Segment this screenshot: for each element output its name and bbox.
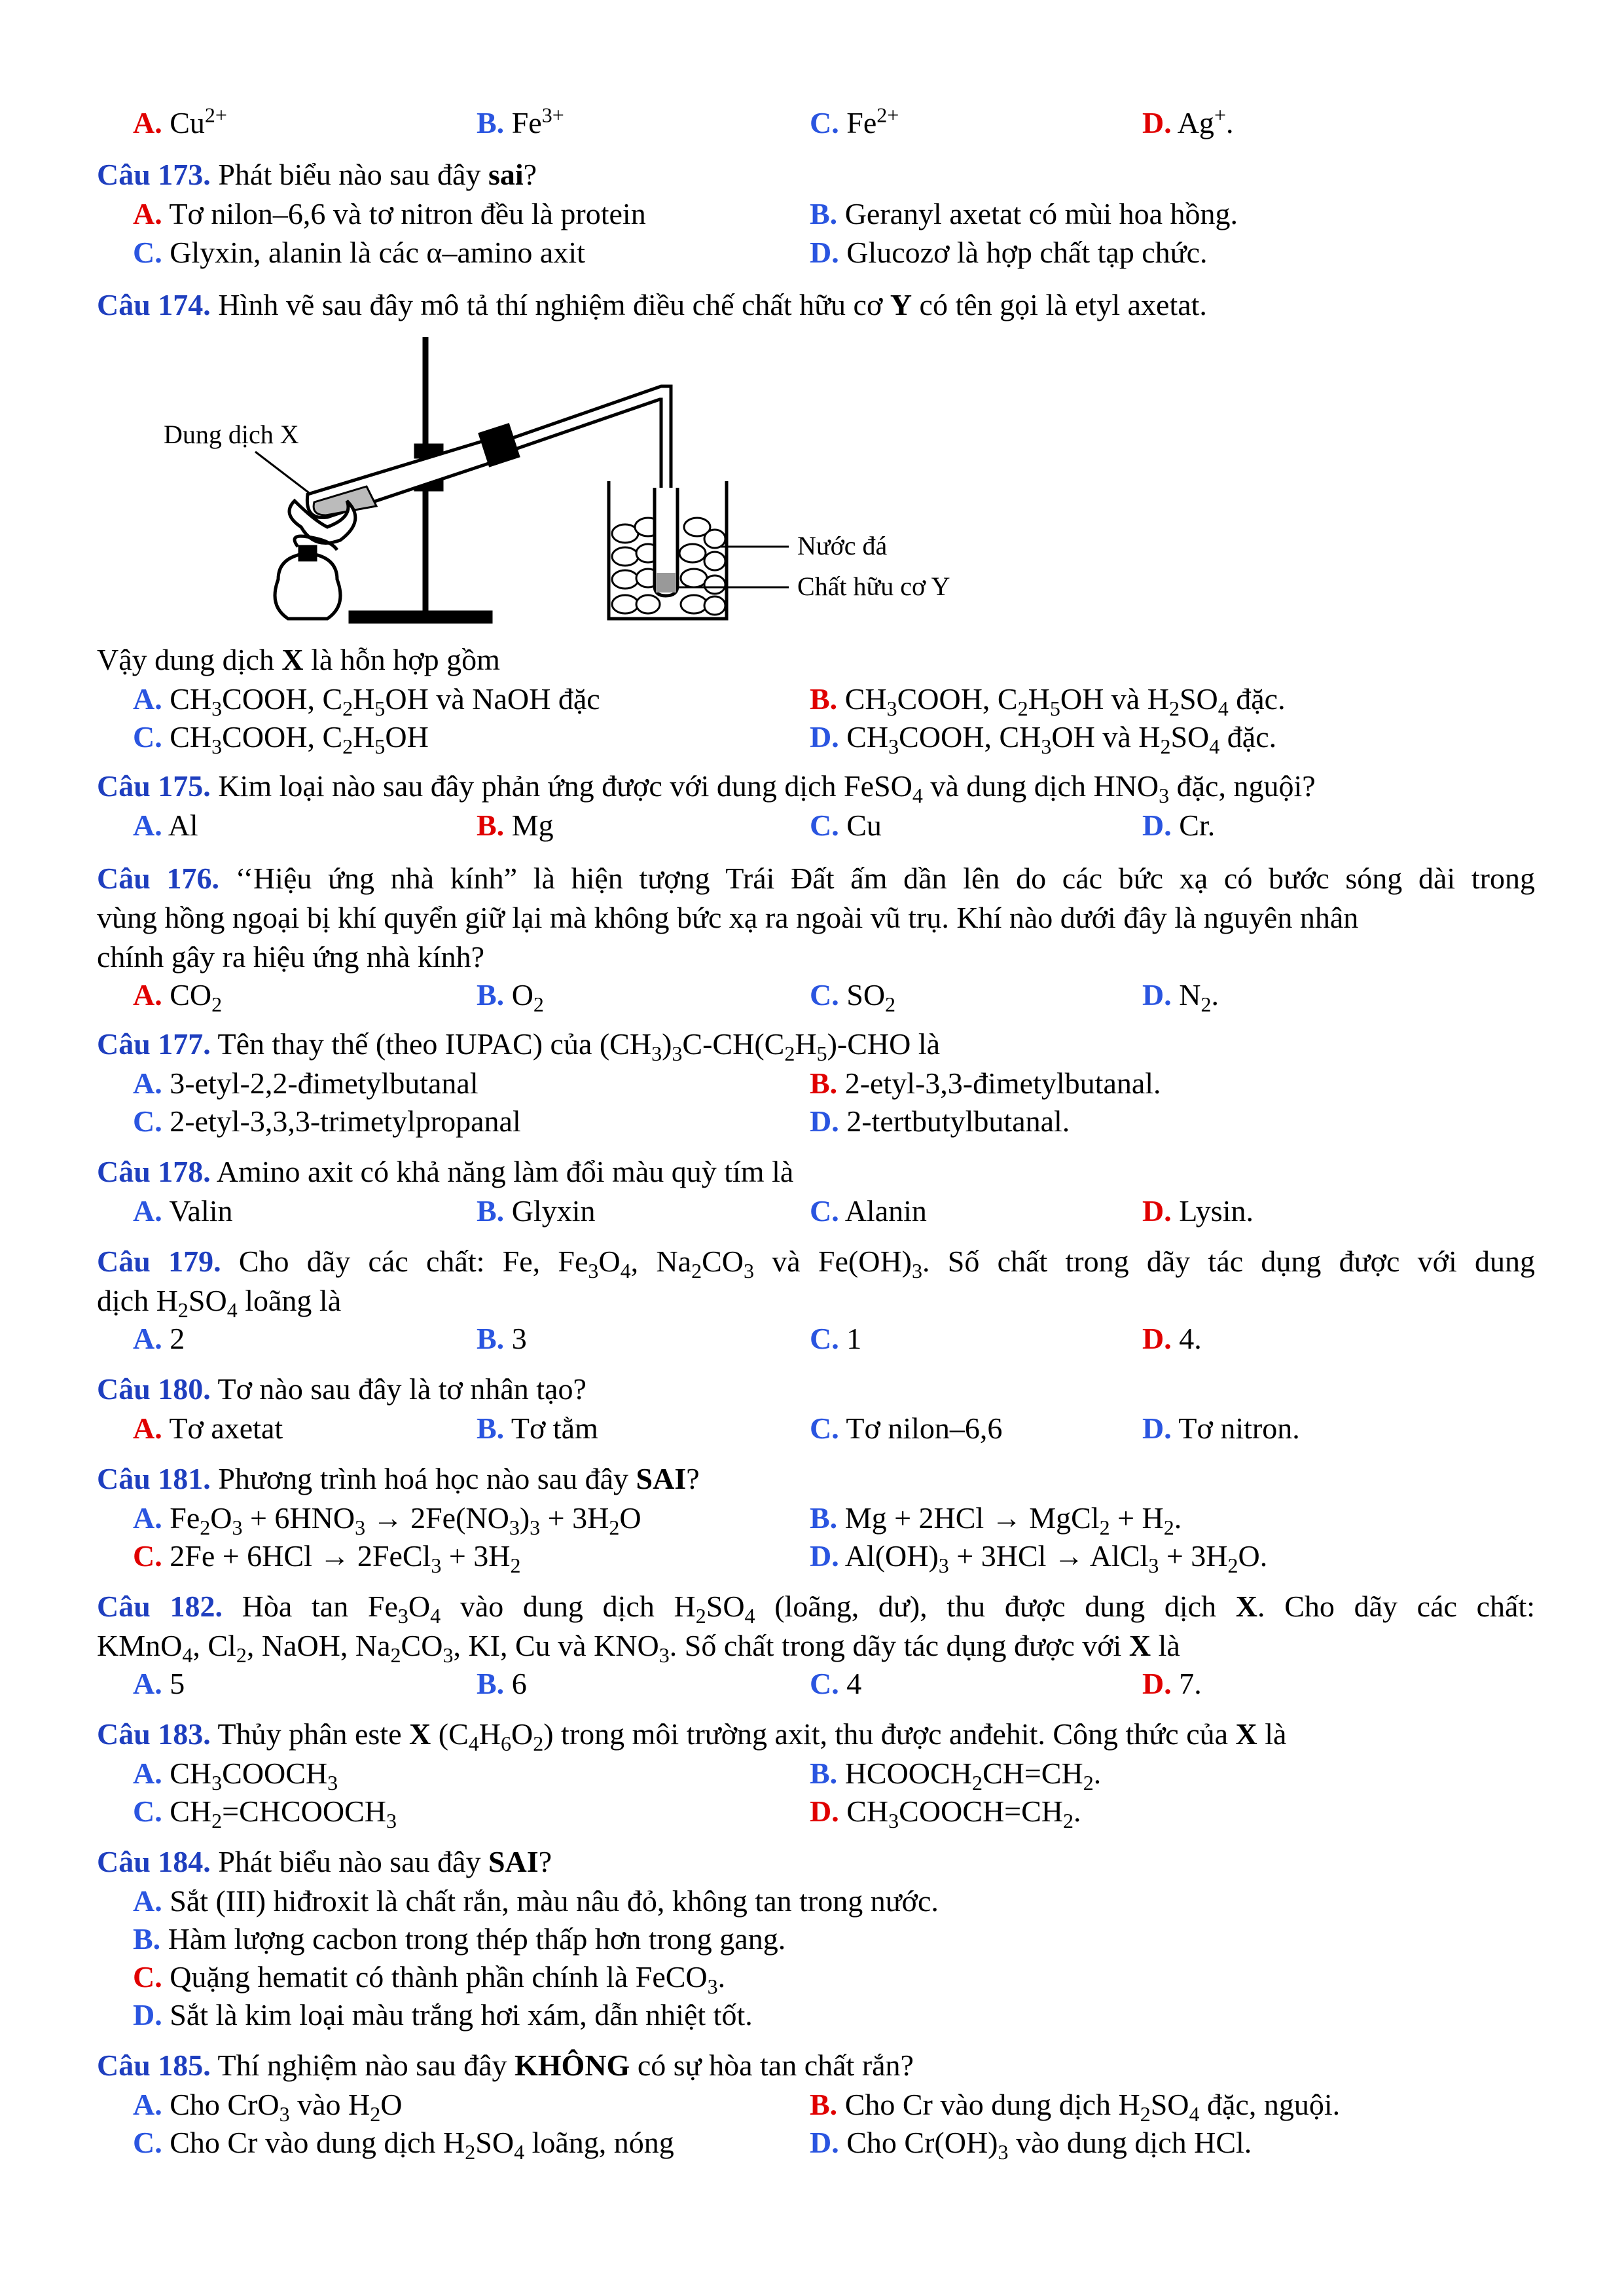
q174-stem: Câu 174. Hình vẽ sau đây mô tả thí nghiệm điều chế chất hữu cơ Y có tên gọi là etyl axetat. xyxy=(97,288,1207,321)
label-dung-dich-x: Dung dịch X xyxy=(164,420,299,449)
q180-option-c: C. Tơ nilon–6,6 xyxy=(810,1412,1003,1445)
q178-option-a: A. Valin xyxy=(133,1194,233,1228)
q177-option-d: D. 2-tertbutylbutanal. xyxy=(810,1104,1070,1138)
q174-option-b: B. $CH_3COOH$, $C_2H_5OH$ và $H_2SO_4$ đặc. xyxy=(810,682,1286,721)
q172-option-b: B. $Fe^{3+}$ xyxy=(477,103,564,139)
q175-option-d: D. Cr. xyxy=(1142,809,1216,842)
q175-option-b: B. Mg xyxy=(477,809,554,842)
q184-option-b: B. Hàm lượng cacbon trong thép thấp hơn trong gang. xyxy=(133,1922,786,1956)
q178-stem: Câu 178. Amino axit có khả năng làm đổi màu quỳ tím là xyxy=(97,1155,794,1188)
q179-option-a: A. 2 xyxy=(133,1322,185,1355)
q181-option-b: B. Mg + 2HCl → MgCl$_2$ + $H_2$. xyxy=(810,1501,1182,1540)
q184-option-a: A. Sắt (III) hiđroxit là chất rắn, màu nâu đỏ, không tan trong nước. xyxy=(133,1884,939,1918)
q181-stem: Câu 181. Phương trình hoá học nào sau đây SAI? xyxy=(97,1462,700,1495)
q174-followup: Vậy dung dịch X là hỗn hợp gồm xyxy=(97,643,500,676)
q173-option-a: A. Tơ nilon–6,6 và tơ nitron đều là protein xyxy=(133,197,646,230)
q172-option-d: D. Ag+. xyxy=(1142,103,1234,139)
q178-option-d: D. Lysin. xyxy=(1142,1194,1254,1228)
q183-option-b: B. $HCOOCH_2CH=CH_2$. xyxy=(810,1757,1102,1795)
q179-option-c: C. 1 xyxy=(810,1322,862,1355)
q177-stem: Câu 177. Tên thay thế (theo IUPAC) của $(CH_3)_3C-CH(C_2H_5)$-CHO là xyxy=(97,1027,941,1066)
q184-option-c: C. Quặng hematit có thành phần chính là FeCO$_3$. xyxy=(133,1960,726,1999)
q183-option-a: A. $CH_3COOCH_3$ xyxy=(133,1757,338,1795)
q176-option-b: B. $O_2$ xyxy=(477,978,544,1017)
q176-option-a: A. $CO_2$ xyxy=(133,978,223,1017)
q177-option-a: A. 3-etyl-2,2-đimetylbutanal xyxy=(133,1066,478,1100)
q173-option-d: D. Glucozơ là hợp chất tạp chức. xyxy=(810,236,1208,269)
q172-option-a: A. $Cu^{2+}$ xyxy=(133,103,227,139)
label-chat-huu-co-y: Chất hữu cơ Y xyxy=(797,572,950,601)
q182-stem-line2: KMnO$_4$, $Cl_2$, NaOH, $Na_2CO_3$, KI, Cu và $KNO_3$. Số chất trong dãy tác dụng được với X là xyxy=(97,1629,1180,1667)
q182-option-d: D. 7. xyxy=(1142,1667,1202,1700)
q175-stem: Câu 175. Kim loại nào sau đây phản ứng được với dung dịch FeSO$_4$ và dung dịch $HNO_3$ đặc, nguội? xyxy=(97,769,1316,808)
q183-option-c: C. $CH_2=CHCOOCH_3$ xyxy=(133,1795,397,1833)
q181-option-a: A. $Fe_2O_3 + 6HNO_3 \to 2Fe(NO_3)_3 + 3H_2O$ xyxy=(133,1501,641,1540)
q177-option-c: C. 2-etyl-3,3,3-trimetylpropanal xyxy=(133,1104,521,1138)
q185-option-d: D. Cho $Cr(OH)_3$ vào dung dịch HCl. xyxy=(810,2126,1252,2164)
q183-stem: Câu 183. Thủy phân este X $(C_4H_6O_2)$ trong môi trường axit, thu được anđehit. Công thức của X là xyxy=(97,1717,1287,1756)
q176-option-d: D. $N_2$. xyxy=(1142,978,1219,1017)
q174-option-a: A. $CH_3COOH$, $C_2H_5OH$ và NaOH đặc xyxy=(133,682,600,721)
q179-option-b: B. 3 xyxy=(477,1322,527,1355)
q180-option-b: B. Tơ tằm xyxy=(477,1412,598,1445)
q180-option-d: D. Tơ nitron. xyxy=(1142,1412,1300,1445)
q181-option-c: C. 2Fe + 6HCl → 2FeCl$_3$ + $3H_2$ xyxy=(133,1539,521,1578)
q185-option-b: B. Cho Cr vào dung dịch $H_2SO_4$ đặc, nguội. xyxy=(810,2088,1341,2126)
q176-stem-line1: Câu 176. ‘‘Hiệu ứng nhà kính” là hiện tượng Trái Đất ấm dần lên do các bức xạ có bước sóng dài trong xyxy=(97,862,1535,895)
q172-option-c: C. $Fe^{2+}$ xyxy=(810,103,899,139)
q185-option-a: A. Cho CrO$_3$ vào $H_2O$ xyxy=(133,2088,403,2126)
q173-option-c: C. Glyxin, alanin là các α–amino axit xyxy=(133,236,585,269)
q184-stem: Câu 184. Phát biểu nào sau đây SAI? xyxy=(97,1845,552,1878)
q179-stem-line1: Câu 179. Cho dãy các chất: Fe, $Fe_3O_4$, $Na_2CO_3$ và $Fe(OH)_3$. Số chất trong dãy tác dụng được với dung xyxy=(97,1245,1535,1283)
q176-stem-line2: vùng hồng ngoại bị khí quyển giữ lại mà không bức xạ ra ngoài vũ trụ. Khí nào dưới đây là nguyên nhân xyxy=(97,901,1359,934)
q173-stem: Câu 173. Phát biểu nào sau đây sai? xyxy=(97,158,537,191)
q184-option-d: D. Sắt là kim loại màu trắng hơi xám, dẫn nhiệt tốt. xyxy=(133,1998,753,2032)
q176-stem-line3: chính gây ra hiệu ứng nhà kính? xyxy=(97,940,485,974)
q179-option-d: D. 4. xyxy=(1142,1322,1202,1355)
q183-option-d: D. $CH_3COOCH=CH_2$. xyxy=(810,1795,1081,1833)
label-nuoc-da: Nước đá xyxy=(797,531,888,560)
q174-option-d: D. $CH_3COOH$, $CH_3OH$ và $H_2SO_4$ đặc. xyxy=(810,720,1277,759)
q178-option-c: C. Alanin xyxy=(810,1194,927,1228)
q180-option-a: A. Tơ axetat xyxy=(133,1412,283,1445)
q180-stem: Câu 180. Tơ nào sau đây là tơ nhân tạo? xyxy=(97,1372,586,1406)
q179-stem-line2: dịch $H_2SO_4$ loãng là xyxy=(97,1284,342,1322)
q182-option-a: A. 5 xyxy=(133,1667,185,1700)
q181-option-d: D. $Al(OH)_3 + 3HCl$ → AlCl$_3$ + $3H_2O$. xyxy=(810,1539,1268,1578)
q185-stem: Câu 185. Thí nghiệm nào sau đây KHÔNG có sự hòa tan chất rắn? xyxy=(97,2049,914,2082)
q176-option-c: C. $SO_2$ xyxy=(810,978,896,1017)
q182-option-c: C. 4 xyxy=(810,1667,862,1700)
q175-option-a: A. Al xyxy=(133,809,198,842)
q173-option-b: B. Geranyl axetat có mùi hoa hồng. xyxy=(810,197,1238,230)
q185-option-c: C. Cho Cr vào dung dịch $H_2SO_4$ loãng, nóng xyxy=(133,2126,674,2164)
q174-option-c: C. $CH_3COOH$, $C_2H_5OH$ xyxy=(133,720,429,759)
q182-stem-line1: Câu 182. Hòa $\tan Fe_3O_4$ vào dung dịch $H_2SO_4$ (loãng, dư), thu được dung dịch X. Cho dãy các chất: xyxy=(97,1590,1536,1628)
q182-option-b: B. 6 xyxy=(477,1667,527,1700)
q178-option-b: B. Glyxin xyxy=(477,1194,596,1228)
q175-option-c: C. Cu xyxy=(810,809,882,842)
q177-option-b: B. 2-etyl-3,3-đimetylbutanal. xyxy=(810,1066,1161,1100)
